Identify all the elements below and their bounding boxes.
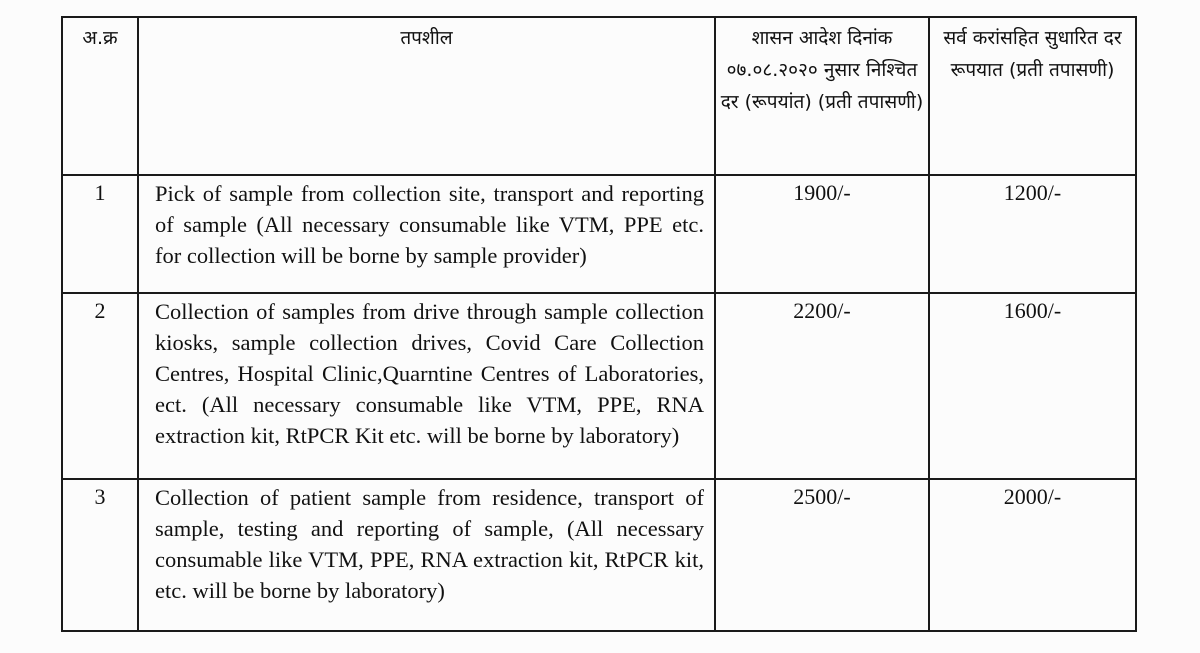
- header-details: तपशील: [138, 17, 715, 175]
- header-serial: अ.क्र: [62, 17, 138, 175]
- row-description: Collection of samples from drive through sample collection kiosks, sample collection drives, Covid Care Collection Centres, Hospital Clinic,Quarntine Centres of Laboratories, ect. (All necessary consumable like VTM, PPE, RNA extraction kit, RtPCR Kit etc. will be borne by laboratory): [138, 293, 715, 479]
- row-description: Collection of patient sample from residence, transport of sample, testing and reporting of sample, (All necessary consumable like VTM, PPE, RNA extraction kit, RtPCR kit, etc. will be borne by laboratory): [138, 479, 715, 631]
- rates-table: [61, 16, 1137, 632]
- row-description: Pick of sample from collection site, transport and reporting of sample (All necessary consumable like VTM, PPE etc. for collection will be borne by sample provider): [138, 175, 715, 293]
- row-rate-revised: 2000/-: [929, 479, 1136, 631]
- row-serial: 3: [62, 479, 138, 631]
- header-rate-fixed: शासन आदेश दिनांक ०७.०८.२०२० नुसार निश्चित दर (रूपयांत) (प्रती तपासणी): [715, 17, 929, 175]
- header-rate-revised: सर्व करांसहित सुधारित दर रूपयात (प्रती तपासणी): [929, 17, 1136, 175]
- table-header-row: [62, 17, 1136, 175]
- row-rate-fixed: 1900/-: [715, 175, 929, 293]
- table-row: [62, 479, 1136, 631]
- row-serial: 1: [62, 175, 138, 293]
- row-rate-fixed: 2200/-: [715, 293, 929, 479]
- row-serial: 2: [62, 293, 138, 479]
- row-rate-revised: 1600/-: [929, 293, 1136, 479]
- row-rate-fixed: 2500/-: [715, 479, 929, 631]
- table-row: [62, 175, 1136, 293]
- table-row: [62, 293, 1136, 479]
- row-rate-revised: 1200/-: [929, 175, 1136, 293]
